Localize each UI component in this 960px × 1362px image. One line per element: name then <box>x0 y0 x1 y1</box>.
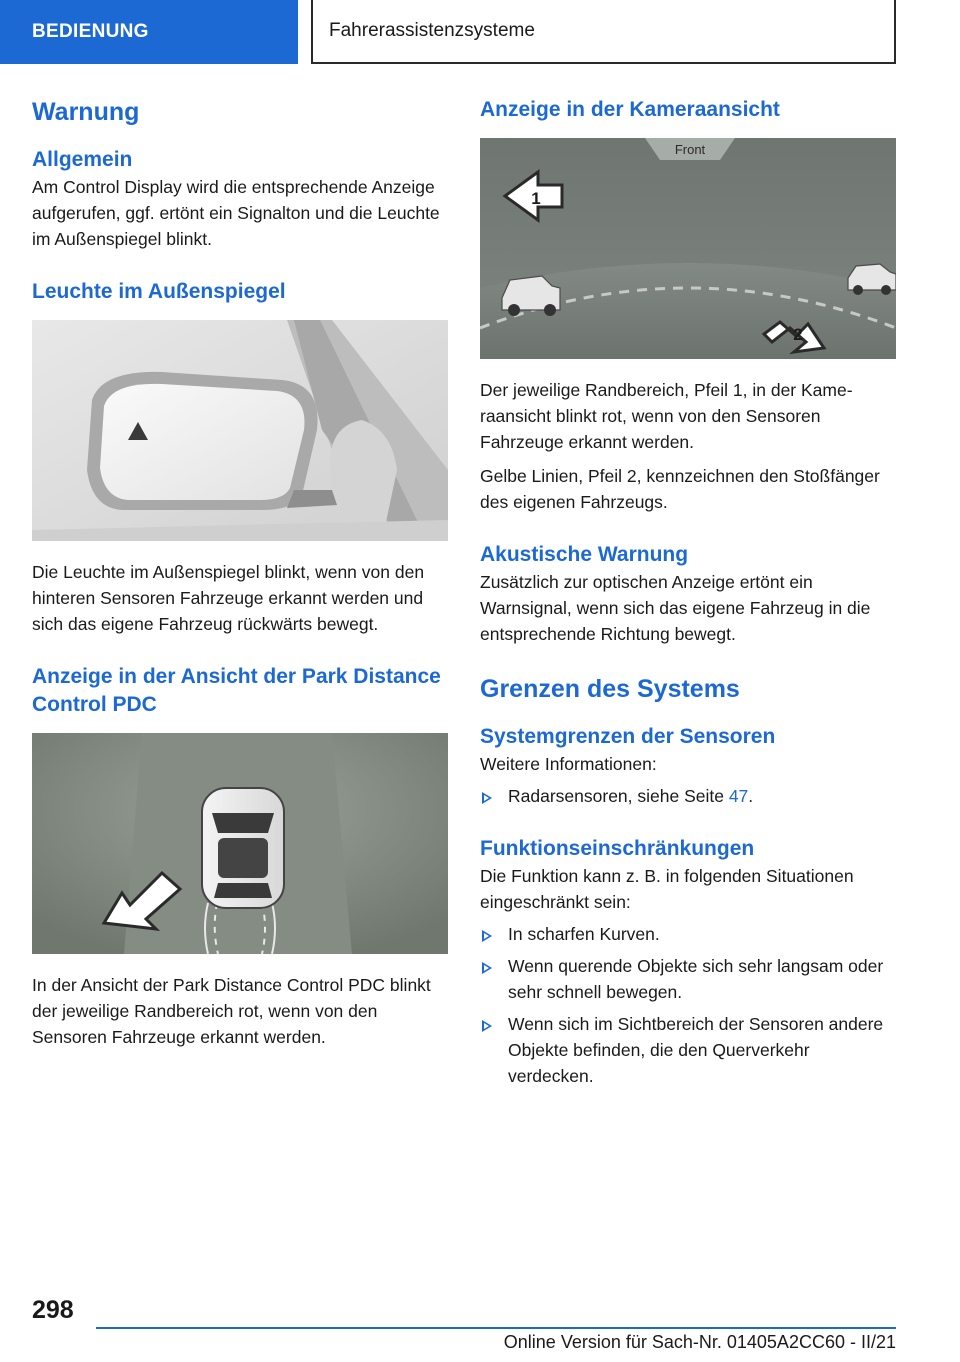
chapter-title: Fahrerassistenzsysteme <box>311 0 896 64</box>
heading-funktion: Funktionseinschränkungen <box>480 837 755 860</box>
list-item <box>480 953 896 1005</box>
paragraph-funktion: Die Funktion kann z. B. in folgenden Situationen eingeschränkt sein: <box>480 866 854 912</box>
camera-label-2: 2 <box>793 325 803 344</box>
triangle-bullet-icon <box>482 962 492 974</box>
list-item-period: . <box>748 786 754 806</box>
list-item <box>480 783 896 809</box>
heading-grenzen: Grenzen des Systems <box>480 675 740 703</box>
heading-systemgrenzen: Systemgrenzen der Sensoren <box>480 725 776 748</box>
triangle-bullet-icon <box>482 1020 492 1032</box>
paragraph-leuchte: Die Leuchte im Außenspiegel blinkt, wenn von den hinteren Sensoren Fahrzeuge erkannt werden und sich das eigene Fahrzeug rückwärts bewegt. <box>32 562 425 634</box>
list-item-text: Wenn querende Objekte sich sehr langsam oder sehr schnell bewegen. <box>508 956 884 1002</box>
paragraph-allgemein: Am Control Display wird die entsprechende Anzeige aufgerufen, ggf. ertönt ein Signalton und die Leuchte im Außenspiegel blinkt. <box>32 177 440 249</box>
section-tab: BEDIENUNG <box>0 0 298 64</box>
triangle-bullet-icon <box>482 792 492 804</box>
right-column <box>480 96 896 1089</box>
page-link-47[interactable]: 47 <box>728 786 749 806</box>
pdc-illustration <box>32 733 448 954</box>
list-limitations <box>480 921 896 1089</box>
paragraph-akustisch: Zusätzlich zur optischen Anzeige ertönt ein Warnsignal, wenn sich das eigene Fahrzeug in die entsprechende Richtung bewegt. <box>480 572 871 644</box>
paragraph-kamera-2: Gelbe Linien, Pfeil 2, kennzeichnen den Stoßfänger des eigenen Fahrzeugs. <box>480 466 880 512</box>
list-item-text: Wenn sich im Sichtbereich der Sensoren andere Objekte befinden, die den Querverkehr verdecken. <box>508 1014 884 1086</box>
list-item-text: In scharfen Kurven. <box>508 924 660 944</box>
camera-illustration <box>480 138 896 359</box>
camera-label-1: 1 <box>531 189 541 208</box>
camera-label-front: Front <box>674 142 706 157</box>
heading-allgemein: Allgemein <box>32 148 133 171</box>
list-item <box>480 921 896 947</box>
triangle-bullet-icon <box>482 930 492 942</box>
footer-divider <box>96 1327 896 1329</box>
heading-akustisch: Akustische Warnung <box>480 543 689 566</box>
heading-warnung: Warnung <box>32 98 140 126</box>
paragraph-pdc: In der Ansicht der Park Distance Control PDC blinkt der jeweilige Randbereich rot, wenn von den Sensoren Fahrzeuge erkannt werden. <box>32 975 431 1047</box>
paragraph-weitere: Weitere Informationen: <box>480 754 657 774</box>
online-version-text: Online Version für Sach-Nr. 01405A2CC60 - II/21 <box>503 1332 896 1352</box>
heading-kamera: Anzeige in der Kameraansicht <box>480 98 780 121</box>
list-radar <box>480 783 896 809</box>
list-item <box>480 1011 896 1089</box>
page-number: 298 <box>32 1296 74 1324</box>
mirror-illustration <box>32 320 448 541</box>
list-item-text: Radarsensoren, siehe Seite <box>508 786 729 806</box>
heading-pdc: Anzeige in der Ansicht der Park Distance Control PDC <box>32 665 441 716</box>
heading-leuchte: Leuchte im Außenspiegel <box>32 280 286 303</box>
paragraph-kamera-1: Der jeweilige Randbereich, Pfeil 1, in der Kameraansicht blinkt rot, wenn von den Sensoren Fahrzeuge erkannt werden. <box>480 380 853 452</box>
left-column <box>32 96 448 1050</box>
